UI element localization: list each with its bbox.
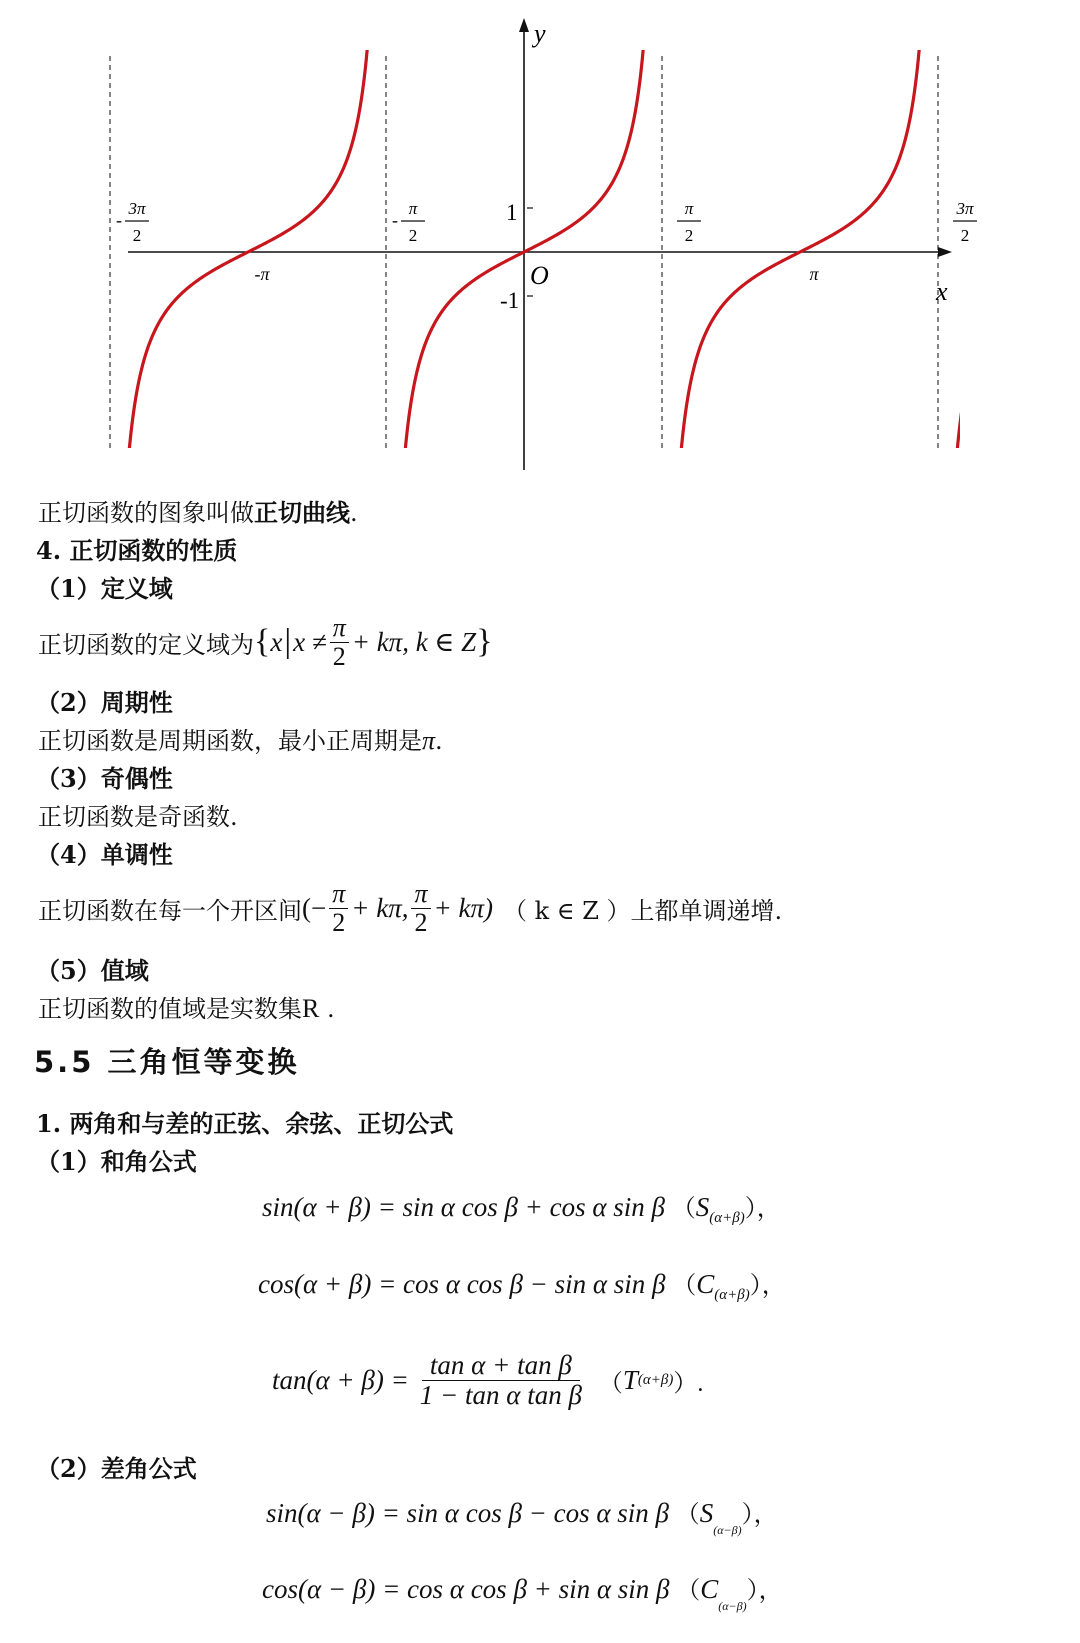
x-axis-arrow-icon bbox=[938, 247, 952, 257]
asymptote-label-num: π bbox=[408, 199, 418, 218]
tag-close: ）， bbox=[741, 1502, 778, 1528]
formula-sin-diff bbox=[266, 1494, 778, 1538]
formula-tan-sum bbox=[272, 1340, 703, 1420]
y-axis-arrow-icon bbox=[519, 18, 529, 32]
range-text: 正切函数的值域是实数集 bbox=[38, 995, 302, 1023]
curve-sentence-text: 正切函数的图象叫做 bbox=[38, 499, 254, 527]
parity-text: 正切函数是奇函数. bbox=[38, 803, 238, 831]
formula-tan-sum-sub: (α+β) bbox=[637, 1371, 674, 1388]
period-line bbox=[38, 721, 443, 756]
section-5-5-title: 5.5 三角恒等变换 bbox=[34, 1045, 300, 1079]
asymptote-label bbox=[677, 199, 701, 245]
monotonic-condition: （ k ∈ Z ） bbox=[503, 896, 631, 925]
formula-cos-diff-expr: cos(α − β) = cos α cos β + sin α sin β bbox=[262, 1574, 670, 1604]
formula-tan-sum-tag: T bbox=[622, 1364, 638, 1395]
formula-tan-sum-lhs: tan(α + β) = bbox=[272, 1364, 409, 1395]
tag-close: ）， bbox=[749, 1273, 786, 1299]
period-text: 正切函数是周期函数，最小正周期是 bbox=[38, 727, 422, 755]
interval-frac2-den: 2 bbox=[414, 907, 428, 937]
formula-sin-diff-expr: sin(α − β) = sin α cos β − cos α sin β bbox=[266, 1498, 670, 1528]
asymptote-label-sign: - bbox=[392, 210, 398, 230]
asymptote-label-den: 2 bbox=[684, 226, 694, 245]
asymptote-label-num: π bbox=[684, 199, 694, 218]
interval-frac2-num: π bbox=[411, 880, 430, 908]
property-2-title: （2）周期性 bbox=[36, 688, 173, 717]
formula-cos-diff-tag: C bbox=[700, 1574, 719, 1604]
formula-sin-diff-sub: (α−β) bbox=[713, 1523, 742, 1537]
subsection-1-title: 1. 两角和与差的正弦、余弦、正切公式 bbox=[36, 1109, 454, 1138]
formula-sin-sum-tag: S bbox=[695, 1192, 710, 1222]
domain-line bbox=[38, 613, 493, 671]
tangent-branch bbox=[669, 0, 932, 470]
asymptote-label bbox=[392, 199, 425, 245]
formula-cos-sum-sub: (α+β) bbox=[714, 1287, 750, 1303]
range-line bbox=[38, 989, 335, 1024]
sum-formulas-title: （1）和角公式 bbox=[36, 1147, 197, 1176]
interval-close: + kπ) bbox=[433, 892, 493, 923]
tag-close: ）， bbox=[746, 1578, 783, 1604]
tag-open: （ bbox=[676, 1578, 701, 1604]
domain-set: { x | x ≠ $\frac{\pi}{2}$ + kπ, k ∈ Z } bbox=[254, 613, 493, 671]
tangent-graph bbox=[0, 0, 1080, 470]
interval-mid: + kπ, bbox=[351, 892, 409, 923]
tick-label-neg1: -1 bbox=[500, 288, 520, 313]
tag-open: （ bbox=[671, 1196, 696, 1222]
tangent-branch bbox=[117, 0, 380, 470]
curve-sentence bbox=[38, 493, 358, 528]
interval-open: (− bbox=[302, 892, 327, 923]
domain-frac-num: π bbox=[330, 614, 349, 642]
formula-cos-sum bbox=[258, 1265, 786, 1304]
axis-label-x: x bbox=[936, 277, 948, 306]
domain-var: x bbox=[270, 626, 283, 657]
formula-sin-diff-tag: S bbox=[699, 1498, 714, 1528]
period-value: π bbox=[422, 726, 436, 755]
interval-frac1-num: π bbox=[329, 880, 348, 908]
formula-tan-sum-den: 1 − tan α tan β bbox=[419, 1379, 582, 1410]
domain-bar: | bbox=[284, 623, 292, 660]
range-end: . bbox=[319, 995, 335, 1023]
asymptote-label-den: 2 bbox=[960, 226, 970, 245]
monotonic-interval bbox=[302, 880, 493, 936]
section-4-title: 4. 正切函数的性质 bbox=[36, 536, 238, 565]
asymptote-label-sign: - bbox=[116, 210, 122, 230]
tangent-branch bbox=[0, 0, 103, 470]
formula-cos-diff-sub: (α−β) bbox=[718, 1599, 747, 1613]
zero-label: π bbox=[809, 264, 819, 284]
monotonic-text-pre: 正切函数在每一个开区间 bbox=[38, 896, 302, 925]
formula-cos-diff bbox=[262, 1570, 783, 1614]
domain-frac-den: 2 bbox=[332, 641, 346, 671]
tag-open: （ bbox=[672, 1273, 697, 1299]
asymptote-label-den: 2 bbox=[408, 226, 418, 245]
formula-tan-sum-num: tan α + tan β bbox=[422, 1351, 580, 1380]
zero-label: -π bbox=[254, 264, 270, 284]
asymptote-label-num: 3π bbox=[956, 199, 974, 218]
formula-cos-sum-tag: C bbox=[696, 1269, 715, 1299]
axis-label-y: y bbox=[534, 19, 546, 48]
property-5-title: （5）值域 bbox=[36, 956, 149, 985]
asymptote-label-den: 2 bbox=[132, 226, 142, 245]
tag-close: ）， bbox=[744, 1196, 781, 1222]
property-4-title: （4）单调性 bbox=[36, 840, 173, 869]
formula-sin-sum bbox=[262, 1188, 781, 1227]
property-3-title: （3）奇偶性 bbox=[36, 764, 173, 793]
formula-sin-sum-expr: sin(α + β) = sin α cos β + cos α sin β bbox=[262, 1192, 666, 1222]
tag-open: （ bbox=[598, 1370, 623, 1397]
domain-text: 正切函数的定义域为 bbox=[38, 630, 254, 659]
asymptote-label-num: 3π bbox=[128, 199, 146, 218]
period-end: . bbox=[435, 727, 443, 755]
monotonic-line bbox=[38, 881, 782, 935]
domain-rest: + kπ, k ∈ Z bbox=[351, 626, 477, 657]
curve-term: 正切曲线 bbox=[254, 498, 350, 527]
origin-label: O bbox=[530, 261, 549, 290]
tag-close: ）. bbox=[673, 1370, 704, 1397]
asymptote-label bbox=[116, 199, 149, 245]
property-1-title: （1）定义域 bbox=[36, 574, 173, 603]
diff-formulas-title: （2）差角公式 bbox=[36, 1454, 197, 1483]
asymptote-label bbox=[953, 199, 977, 245]
tag-open: （ bbox=[675, 1502, 700, 1528]
tick-label-1: 1 bbox=[506, 200, 518, 225]
range-value: R bbox=[302, 994, 320, 1023]
monotonic-text-post: 上都单调递增. bbox=[630, 896, 783, 925]
formula-cos-sum-expr: cos(α + β) = cos α cos β − sin α sin β bbox=[258, 1269, 666, 1299]
interval-frac1-den: 2 bbox=[332, 907, 346, 937]
formula-sin-sum-sub: (α+β) bbox=[709, 1210, 745, 1226]
curve-sentence-end: . bbox=[350, 499, 358, 527]
domain-neq: x ≠ bbox=[293, 626, 327, 657]
